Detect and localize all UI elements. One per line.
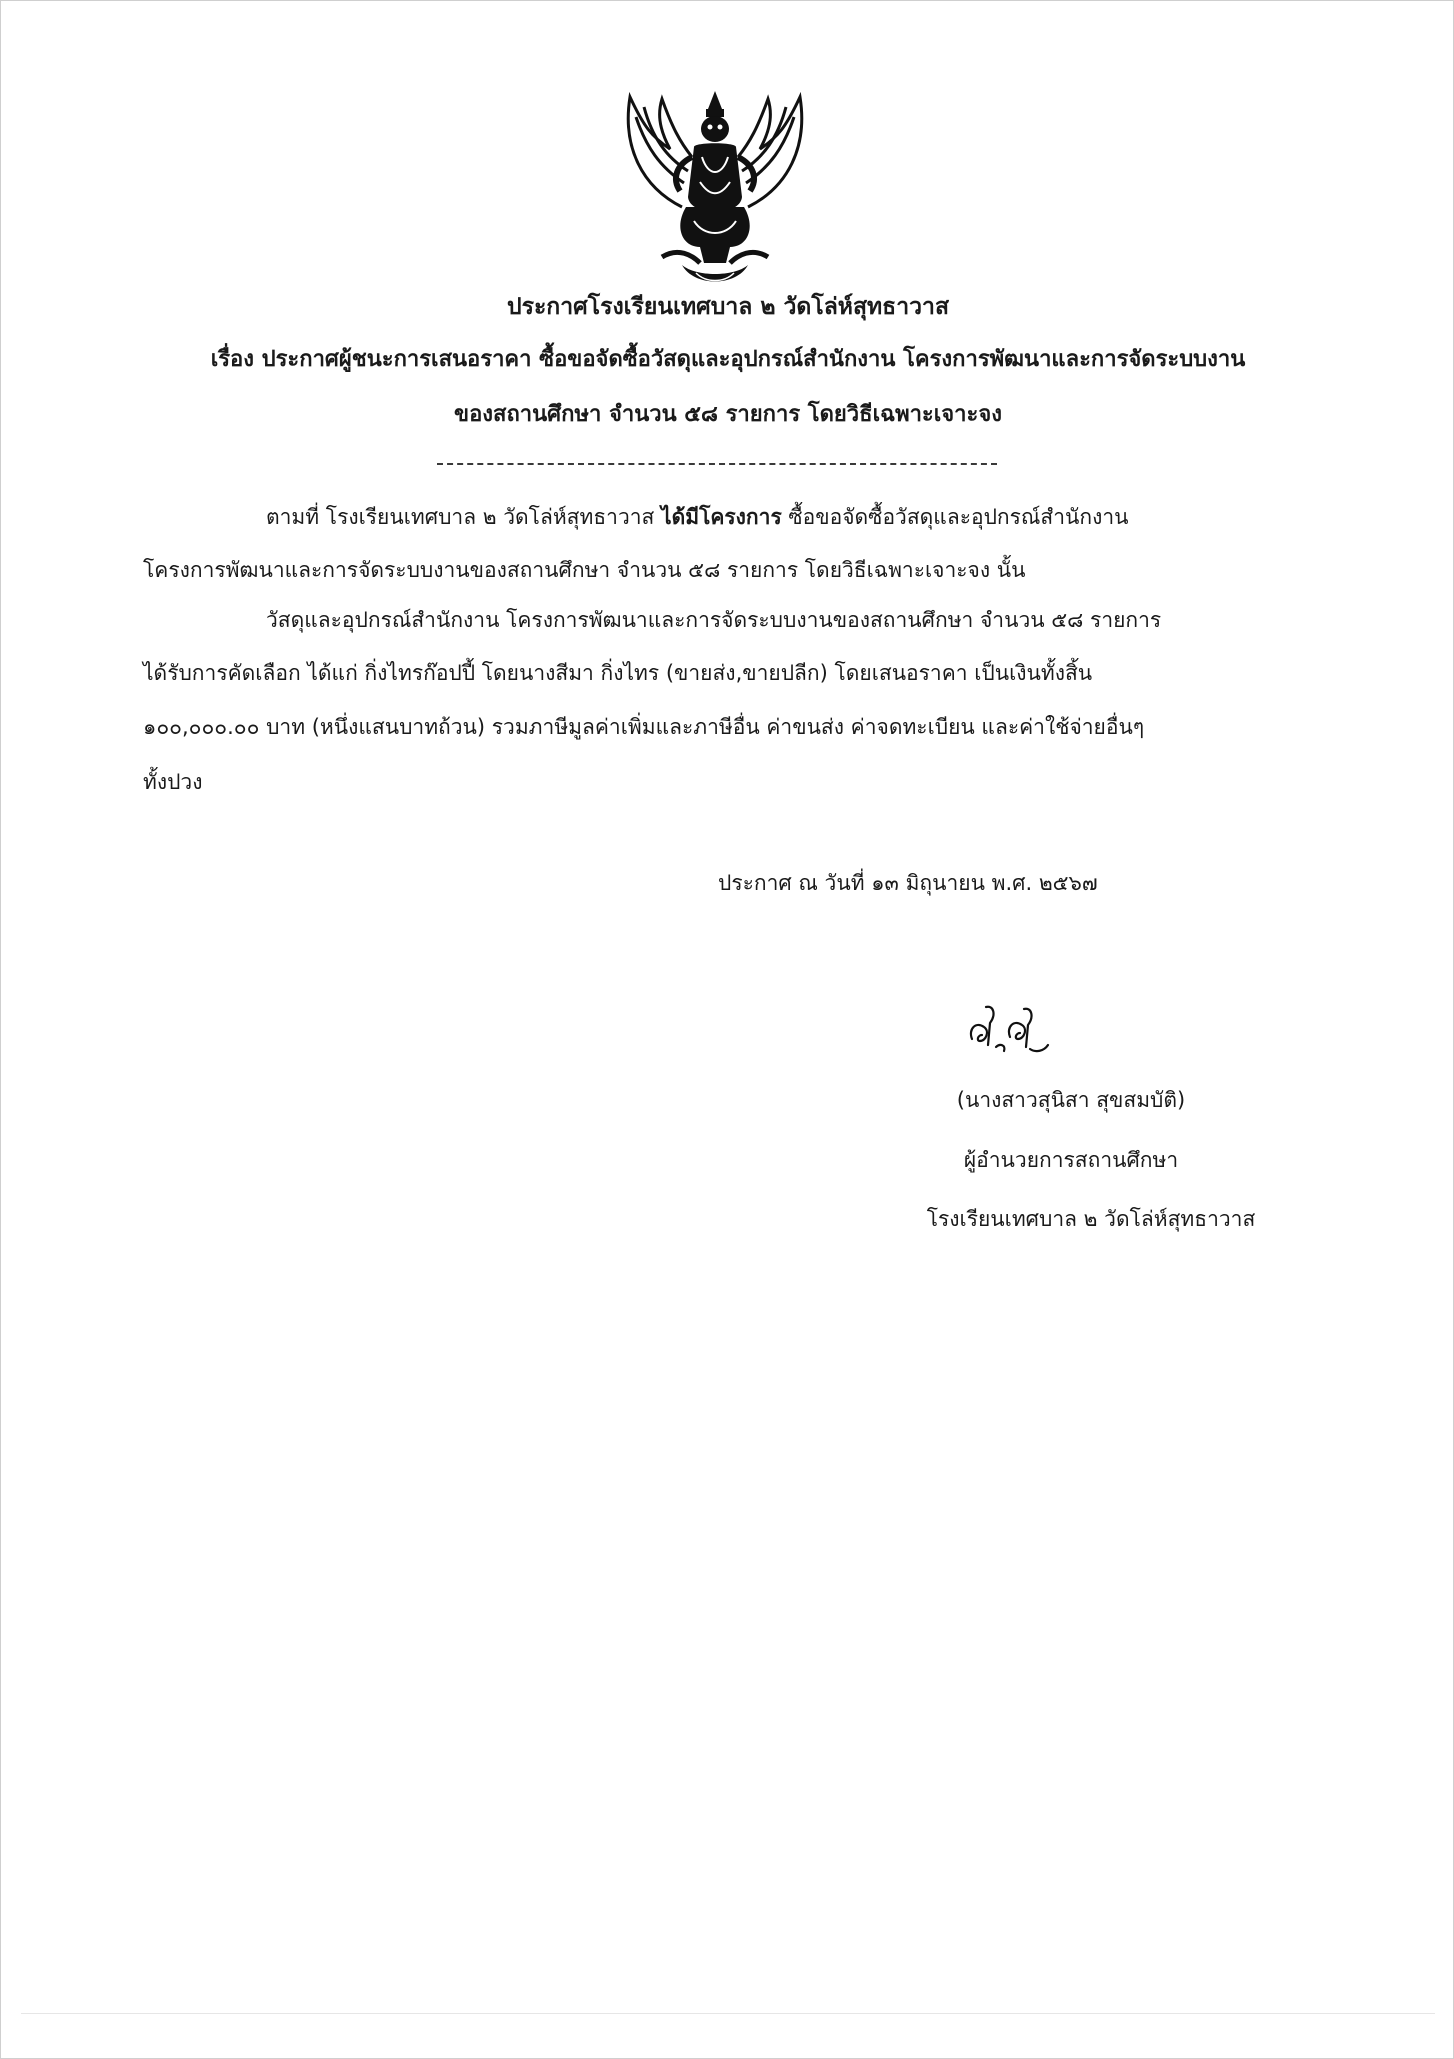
announcement-subject-line1: เรื่อง ประกาศผู้ชนะการเสนอราคา ซื้อขอจัดซื้อวัสดุและอุปกรณ์สำนักงาน โครงการพัฒนาและการจัดระบบงาน (210, 347, 1246, 372)
paragraph2-line1: วัสดุและอุปกรณ์สำนักงาน โครงการพัฒนาและการจัดระบบงานของสถานศึกษา จำนวน ๕๘ รายการ (266, 608, 1162, 632)
garuda-emblem-icon (622, 87, 808, 287)
announcement-title: ประกาศโรงเรียนเทศบาล ๒ วัดโล่ห์สุทธาวาส (507, 294, 949, 320)
signatory-name: (นางสาวสุนิสา สุขสมบัติ) (956, 1088, 1186, 1112)
paragraph1-text-c: ซื้อขอจัดซื้อวัสดุและอุปกรณ์สำนักงาน (781, 505, 1129, 529)
paragraph1-line1 (266, 501, 1128, 534)
signatory-position: ผู้อำนวยการสถานศึกษา (963, 1148, 1179, 1172)
page-bottom-edge (21, 2013, 1435, 2014)
signatory-organization: โรงเรียนเทศบาล ๒ วัดโล่ห์สุทธาวาส (926, 1207, 1256, 1231)
announcement-date: ประกาศ ณ วันที่ ๑๓ มิถุนายน พ.ศ. ๒๕๖๗ (718, 871, 1098, 895)
announcement-subject-line2: ของสถานศึกษา จำนวน ๕๘ รายการ โดยวิธีเฉพาะเจาะจง (454, 402, 1002, 427)
paragraph2-line2: ได้รับการคัดเลือก ได้แก่ กิ่งไทรก๊อปปี้ โดยนางสีมา กิ่งไทร (ขายส่ง,ขายปลีก) โดยเสนอราคา เป็นเงินทั้งสิ้น (143, 661, 1093, 685)
title-divider (437, 463, 997, 465)
paragraph2-line3: ๑๐๐,๐๐๐.๐๐ บาท (หนึ่งแสนบาทถ้วน) รวมภาษีมูลค่าเพิ่มและภาษีอื่น ค่าขนส่ง ค่าจดทะเบียน และค่าใช้จ่ายอื่นๆ (143, 715, 1145, 739)
paragraph2-line4: ทั้งปวง (143, 770, 203, 794)
paragraph1-text-a: ตามที่ โรงเรียนเทศบาล ๒ วัดโล่ห์สุทธาวาส (266, 505, 662, 529)
paragraph1-line2: โครงการพัฒนาและการจัดระบบงานของสถานศึกษา จำนวน ๕๘ รายการ โดยวิธีเฉพาะเจาะจง นั้น (143, 558, 1026, 582)
handwritten-signature-icon (964, 1001, 1054, 1061)
paragraph1-text-bold: ได้มีโครงการ (661, 505, 782, 529)
